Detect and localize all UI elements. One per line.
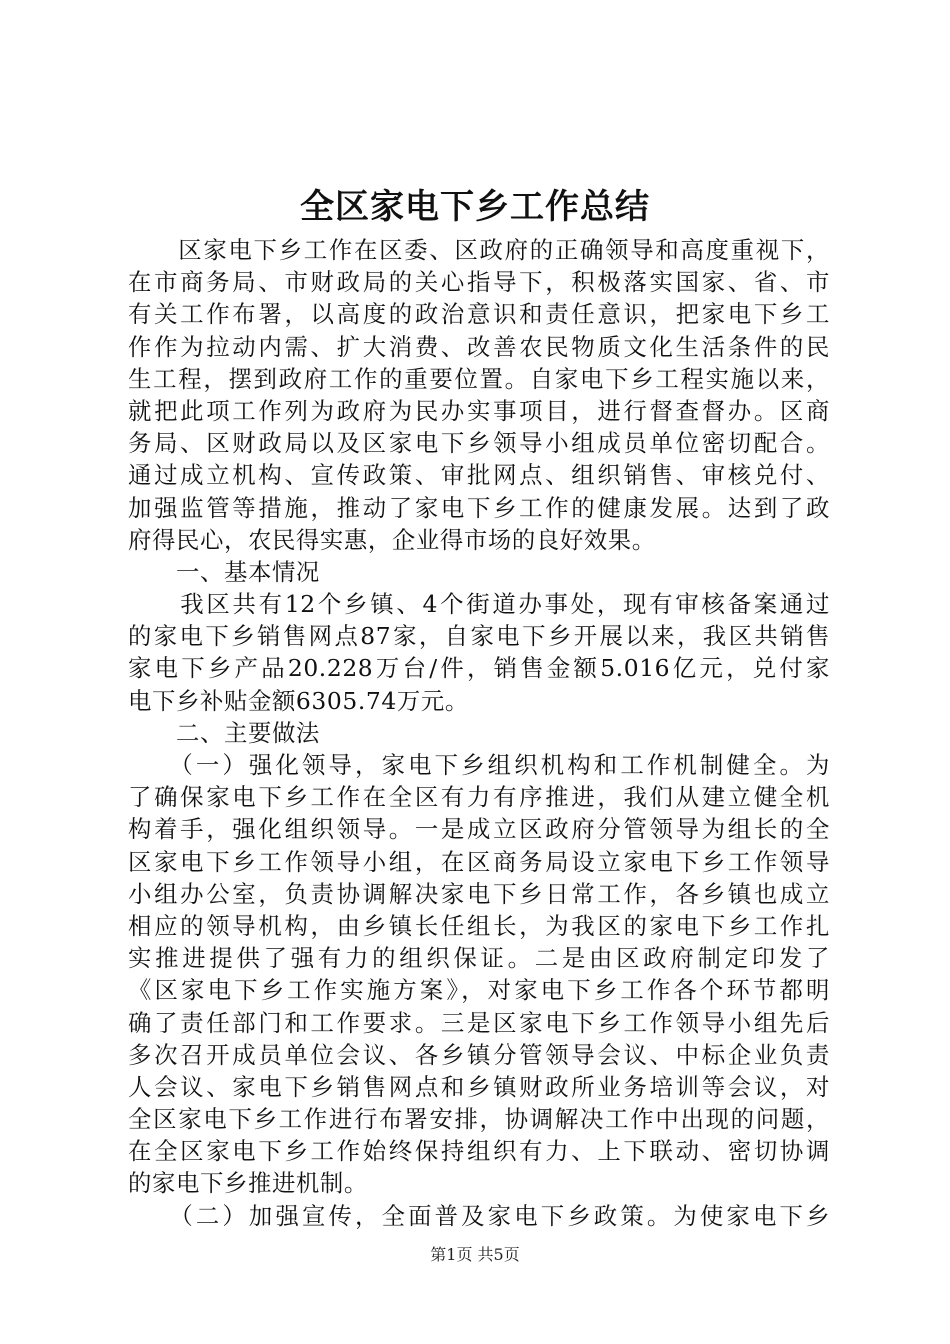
body-text-line: 《区家电下乡工作实施方案》，对家电下乡工作各个环节都明 xyxy=(128,976,830,1005)
body-text-line: 实推进提供了强有力的组织保证。二是由区政府制定印发了 xyxy=(128,944,830,973)
body-text-line: 多次召开成员单位会议、各乡镇分管领导会议、中标企业负责 xyxy=(128,1040,830,1069)
body-text-line: 府得民心，农民得实惠，企业得市场的良好效果。 xyxy=(128,525,656,554)
body-text-line: 区家电下乡工作在区委、区政府的正确领导和高度重视下， xyxy=(128,236,830,264)
body-text-line: （一）强化领导，家电下乡组织机构和工作机制健全。为 xyxy=(128,751,830,779)
body-text-line: 有关工作布署，以高度的政治意识和责任意识，把家电下乡工 xyxy=(128,300,830,329)
body-text-line: 的家电下乡推进机制。 xyxy=(128,1169,368,1198)
body-text-line: 家电下乡产品20.228万台/件，销售金额5.016亿元，兑付家 xyxy=(128,654,830,683)
body-text-line: 全区家电下乡工作进行布署安排，协调解决工作中出现的问题， xyxy=(128,1105,830,1134)
body-text-line: 就把此项工作列为政府为民办实事项目，进行督查督办。区商 xyxy=(128,396,830,425)
body-text-line: 电下乡补贴金额6305.74万元。 xyxy=(128,686,469,715)
body-text-line: 在全区家电下乡工作始终保持组织有力、上下联动、密切协调 xyxy=(128,1137,830,1166)
body-text-line: 人会议、家电下乡销售网点和乡镇财政所业务培训等会议，对 xyxy=(128,1072,830,1101)
body-text-line: 的家电下乡销售网点87家，自家电下乡开展以来，我区共销售 xyxy=(128,622,830,651)
body-text-line: 小组办公室，负责协调解决家电下乡日常工作，各乡镇也成立 xyxy=(128,879,830,908)
body-text-line: 生工程，摆到政府工作的重要位置。自家电下乡工程实施以来， xyxy=(128,364,830,393)
page-footer: 第1页 共5页 xyxy=(430,1245,520,1264)
body-text-line: （二）加强宣传，全面普及家电下乡政策。为使家电下乡 xyxy=(128,1201,830,1230)
body-text-line: 加强监管等措施，推动了家电下乡工作的健康发展。达到了政 xyxy=(128,493,830,522)
body-text-line: 通过成立机构、宣传政策、审批网点、组织销售、审核兑付、 xyxy=(128,461,830,490)
body-text-line: 构着手，强化组织领导。一是成立区政府分管领导为组长的全 xyxy=(128,815,830,844)
document-title: 全区家电下乡工作总结 xyxy=(300,187,650,227)
body-text-line: 相应的领导机构，由乡镇长任组长，为我区的家电下乡工作扎 xyxy=(128,911,830,940)
body-text-line: 作作为拉动内需、扩大消费、改善农民物质文化生活条件的民 xyxy=(128,332,830,361)
body-text-line: 在市商务局、市财政局的关心指导下，积极落实国家、省、市 xyxy=(128,268,830,297)
body-text-line: 一、基本情况 xyxy=(128,557,320,586)
body-text-line: 了确保家电下乡工作在全区有力有序推进，我们从建立健全机 xyxy=(128,783,830,812)
body-text-line: 确了责任部门和工作要求。三是区家电下乡工作领导小组先后 xyxy=(128,1008,830,1037)
body-text-line: 我区共有12个乡镇、4个街道办事处，现有审核备案通过 xyxy=(128,590,830,619)
body-text-line: 区家电下乡工作领导小组，在区商务局设立家电下乡工作领导 xyxy=(128,847,830,876)
document-body xyxy=(128,234,830,1232)
body-text-line: 二、主要做法 xyxy=(128,718,320,747)
body-text-line: 务局、区财政局以及区家电下乡领导小组成员单位密切配合。 xyxy=(128,429,830,458)
